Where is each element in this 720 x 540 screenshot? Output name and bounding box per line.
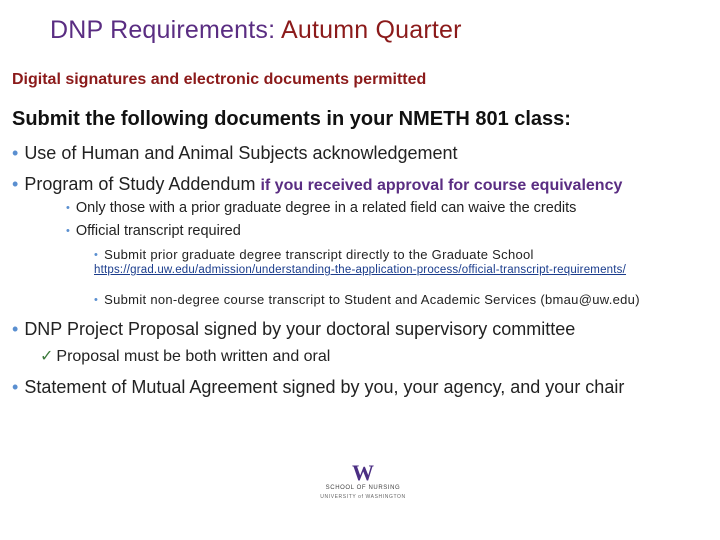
bullet-icon: • <box>66 202 70 214</box>
item-text: Official transcript required <box>75 223 241 239</box>
transcript-requirements-link[interactable]: https://grad.uw.edu/admission/understanding-the-application-process/official-transcript-requirements/ <box>94 264 627 276</box>
bullet-icon: • <box>12 377 19 397</box>
item-text: Submit prior graduate degree transcript directly to the Graduate School <box>104 247 534 262</box>
logo-school-text: SCHOOL OF NURSING <box>325 485 401 491</box>
title-accent: Autumn Quarter <box>281 16 462 44</box>
list-item-official-transcript <box>66 223 241 239</box>
logo-university-text: UNIVERSITY of WASHINGTON <box>320 494 406 500</box>
section-heading: Submit the following documents in your NMETH 801 class: <box>12 108 571 130</box>
list-item-proposal-note <box>40 346 330 366</box>
list-item-submit-prior <box>94 247 534 262</box>
list-item-human-animal <box>12 143 458 164</box>
list-item-submit-nondegree <box>94 292 640 307</box>
page-title <box>50 16 462 45</box>
item-text: DNP Project Proposal signed by your doctoral supervisory committee <box>24 319 576 339</box>
bullet-icon: • <box>66 225 70 237</box>
item-text: Only those with a prior graduate degree in a related field can waive the credits <box>75 200 577 216</box>
bullet-icon: • <box>12 174 19 194</box>
list-item-dnp-project <box>12 319 575 340</box>
item-text: Proposal must be both written and oral <box>56 348 331 365</box>
item-text: Submit non-degree course transcript to Student and Academic Services (bmau@uw.edu) <box>104 292 640 307</box>
item-text: Use of Human and Animal Subjects acknowledgement <box>24 143 458 163</box>
subtitle: Digital signatures and electronic documents permitted <box>12 71 427 88</box>
list-item-program-study <box>12 174 622 195</box>
list-item-mutual-agreement <box>12 377 624 398</box>
school-of-nursing-logo <box>318 462 408 502</box>
bullet-icon: • <box>12 319 19 339</box>
bullet-icon: • <box>12 143 19 163</box>
uw-w-mark: W <box>352 460 374 485</box>
item-text: Statement of Mutual Agreement signed by you, your agency, and your chair <box>24 377 625 397</box>
item-text: Program of Study Addendum <box>24 174 261 194</box>
bullet-icon: • <box>94 294 99 306</box>
check-icon: ✓ <box>40 348 54 365</box>
bullet-icon: • <box>94 249 99 261</box>
list-item-prior-degree <box>66 200 576 216</box>
title-main: DNP Requirements: <box>50 16 282 44</box>
item-highlight: if you received approval for course equivalency <box>260 177 623 194</box>
